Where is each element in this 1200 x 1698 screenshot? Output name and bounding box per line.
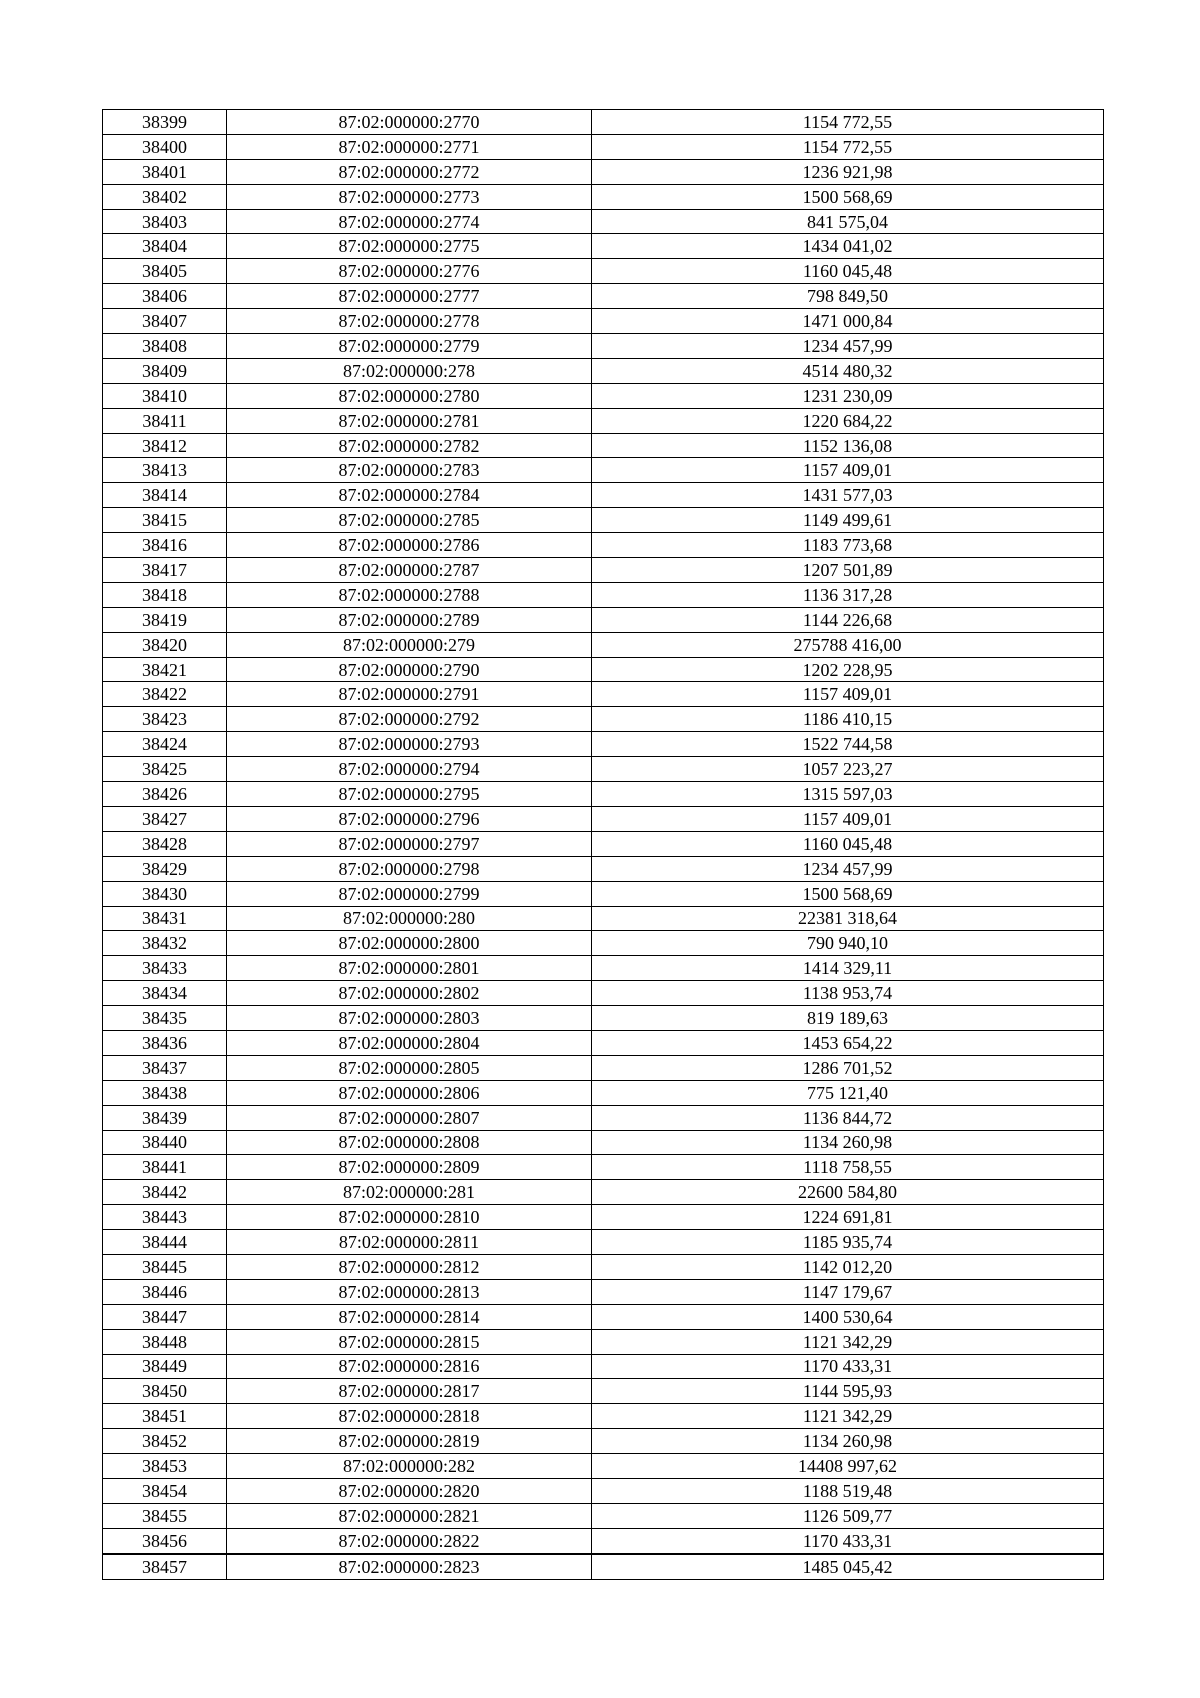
table-row <box>103 558 1104 583</box>
table-row <box>103 1404 1104 1429</box>
table-row <box>103 1006 1104 1031</box>
cadastral-number-cell: 87:02:000000:2808 <box>227 1130 592 1155</box>
cadastral-number-cell: 87:02:000000:2802 <box>227 981 592 1006</box>
table-row <box>103 1080 1104 1105</box>
cadastral-value-cell: 1170 433,31 <box>592 1354 1104 1379</box>
cadastral-value-cell: 819 189,63 <box>592 1006 1104 1031</box>
table-row <box>103 259 1104 284</box>
cadastral-number-cell: 87:02:000000:282 <box>227 1454 592 1479</box>
table-row <box>103 110 1104 135</box>
cadastral-value-cell: 1202 228,95 <box>592 657 1104 682</box>
row-number-cell: 38445 <box>103 1254 227 1279</box>
row-number-cell: 38401 <box>103 159 227 184</box>
row-number-cell: 38441 <box>103 1155 227 1180</box>
table-row <box>103 632 1104 657</box>
table-row <box>103 358 1104 383</box>
cadastral-value-cell: 1414 329,11 <box>592 956 1104 981</box>
cadastral-value-cell: 1118 758,55 <box>592 1155 1104 1180</box>
cadastral-value-cell: 1157 409,01 <box>592 682 1104 707</box>
cadastral-value-cell: 1224 691,81 <box>592 1205 1104 1230</box>
cadastral-number-cell: 87:02:000000:2787 <box>227 558 592 583</box>
cadastral-value-cell: 775 121,40 <box>592 1080 1104 1105</box>
row-number-cell: 38421 <box>103 657 227 682</box>
cadastral-value-cell: 1231 230,09 <box>592 383 1104 408</box>
row-number-cell: 38419 <box>103 607 227 632</box>
table-row <box>103 856 1104 881</box>
row-number-cell: 38442 <box>103 1180 227 1205</box>
cadastral-value-cell: 1236 921,98 <box>592 159 1104 184</box>
cadastral-number-cell: 87:02:000000:2789 <box>227 607 592 632</box>
row-number-cell: 38427 <box>103 806 227 831</box>
cadastral-number-cell: 87:02:000000:2816 <box>227 1354 592 1379</box>
cadastral-number-cell: 87:02:000000:2813 <box>227 1279 592 1304</box>
row-number-cell: 38453 <box>103 1454 227 1479</box>
table-row <box>103 433 1104 458</box>
table-row <box>103 1329 1104 1354</box>
cadastral-number-cell: 87:02:000000:2788 <box>227 582 592 607</box>
cadastral-value-cell: 1157 409,01 <box>592 458 1104 483</box>
cadastral-value-cell: 1170 433,31 <box>592 1528 1104 1553</box>
row-number-cell: 38452 <box>103 1429 227 1454</box>
cadastral-number-cell: 87:02:000000:2805 <box>227 1055 592 1080</box>
cadastral-value-cell: 1160 045,48 <box>592 831 1104 856</box>
row-number-cell: 38417 <box>103 558 227 583</box>
cadastral-number-cell: 87:02:000000:2775 <box>227 234 592 259</box>
cadastral-value-cell: 841 575,04 <box>592 209 1104 234</box>
row-number-cell: 38405 <box>103 259 227 284</box>
cadastral-number-cell: 87:02:000000:2818 <box>227 1404 592 1429</box>
table-row <box>103 732 1104 757</box>
cadastral-number-cell: 87:02:000000:2814 <box>227 1304 592 1329</box>
table-row <box>103 956 1104 981</box>
table-body <box>103 110 1104 1580</box>
cadastral-value-cell: 1234 457,99 <box>592 856 1104 881</box>
cadastral-number-cell: 87:02:000000:2804 <box>227 1030 592 1055</box>
row-number-cell: 38402 <box>103 184 227 209</box>
cadastral-value-cell: 1522 744,58 <box>592 732 1104 757</box>
table-row <box>103 533 1104 558</box>
row-number-cell: 38429 <box>103 856 227 881</box>
table-row <box>103 309 1104 334</box>
row-number-cell: 38428 <box>103 831 227 856</box>
cadastral-value-cell: 14408 997,62 <box>592 1454 1104 1479</box>
cadastral-number-cell: 87:02:000000:2777 <box>227 284 592 309</box>
cadastral-value-cell: 1188 519,48 <box>592 1478 1104 1503</box>
row-number-cell: 38436 <box>103 1030 227 1055</box>
cadastral-number-cell: 87:02:000000:2785 <box>227 508 592 533</box>
table-row <box>103 458 1104 483</box>
table-row <box>103 1304 1104 1329</box>
cadastral-value-cell: 1144 226,68 <box>592 607 1104 632</box>
cadastral-value-cell: 1286 701,52 <box>592 1055 1104 1080</box>
row-number-cell: 38435 <box>103 1006 227 1031</box>
row-number-cell: 38426 <box>103 782 227 807</box>
row-number-cell: 38450 <box>103 1379 227 1404</box>
row-number-cell: 38412 <box>103 433 227 458</box>
row-number-cell: 38406 <box>103 284 227 309</box>
row-number-cell: 38449 <box>103 1354 227 1379</box>
cadastral-value-cell: 1136 844,72 <box>592 1105 1104 1130</box>
row-number-cell: 38437 <box>103 1055 227 1080</box>
cadastral-number-cell: 87:02:000000:2803 <box>227 1006 592 1031</box>
cadastral-value-cell: 22381 318,64 <box>592 906 1104 931</box>
cadastral-number-cell: 87:02:000000:2791 <box>227 682 592 707</box>
cadastral-value-table <box>102 109 1104 1580</box>
cadastral-number-cell: 87:02:000000:280 <box>227 906 592 931</box>
table-row <box>103 1478 1104 1503</box>
cadastral-value-cell: 1220 684,22 <box>592 408 1104 433</box>
cadastral-number-cell: 87:02:000000:2806 <box>227 1080 592 1105</box>
table-row <box>103 906 1104 931</box>
cadastral-number-cell: 87:02:000000:2809 <box>227 1155 592 1180</box>
table-row <box>103 657 1104 682</box>
cadastral-number-cell: 87:02:000000:2821 <box>227 1503 592 1528</box>
row-number-cell: 38447 <box>103 1304 227 1329</box>
row-number-cell: 38425 <box>103 757 227 782</box>
row-number-cell: 38409 <box>103 358 227 383</box>
cadastral-number-cell: 87:02:000000:2819 <box>227 1429 592 1454</box>
table-row <box>103 931 1104 956</box>
cadastral-value-cell: 4514 480,32 <box>592 358 1104 383</box>
table-row <box>103 334 1104 359</box>
cadastral-number-cell: 87:02:000000:2796 <box>227 806 592 831</box>
cadastral-number-cell: 87:02:000000:2793 <box>227 732 592 757</box>
cadastral-value-cell: 1134 260,98 <box>592 1130 1104 1155</box>
row-number-cell: 38404 <box>103 234 227 259</box>
cadastral-number-cell: 87:02:000000:2792 <box>227 707 592 732</box>
cadastral-value-cell: 1144 595,93 <box>592 1379 1104 1404</box>
table-row <box>103 1354 1104 1379</box>
cadastral-number-cell: 87:02:000000:2797 <box>227 831 592 856</box>
cadastral-value-cell: 1057 223,27 <box>592 757 1104 782</box>
table-row <box>103 1105 1104 1130</box>
cadastral-value-cell: 1154 772,55 <box>592 110 1104 135</box>
cadastral-number-cell: 87:02:000000:2786 <box>227 533 592 558</box>
row-number-cell: 38399 <box>103 110 227 135</box>
cadastral-number-cell: 87:02:000000:2779 <box>227 334 592 359</box>
cadastral-value-cell: 790 940,10 <box>592 931 1104 956</box>
cadastral-value-cell: 22600 584,80 <box>592 1180 1104 1205</box>
table-row <box>103 782 1104 807</box>
row-number-cell: 38431 <box>103 906 227 931</box>
cadastral-number-cell: 87:02:000000:278 <box>227 358 592 383</box>
cadastral-number-cell: 87:02:000000:2774 <box>227 209 592 234</box>
cadastral-number-cell: 87:02:000000:2780 <box>227 383 592 408</box>
cadastral-value-cell: 1126 509,77 <box>592 1503 1104 1528</box>
cadastral-value-cell: 1471 000,84 <box>592 309 1104 334</box>
table-row <box>103 209 1104 234</box>
cadastral-value-cell: 1152 136,08 <box>592 433 1104 458</box>
cadastral-value-cell: 1149 499,61 <box>592 508 1104 533</box>
table-row <box>103 408 1104 433</box>
cadastral-number-cell: 87:02:000000:2822 <box>227 1528 592 1553</box>
cadastral-value-cell: 1500 568,69 <box>592 881 1104 906</box>
cadastral-value-cell: 1154 772,55 <box>592 134 1104 159</box>
cadastral-number-cell: 87:02:000000:2815 <box>227 1329 592 1354</box>
cadastral-number-cell: 87:02:000000:2776 <box>227 259 592 284</box>
cadastral-number-cell: 87:02:000000:2801 <box>227 956 592 981</box>
cadastral-value-cell: 275788 416,00 <box>592 632 1104 657</box>
cadastral-number-cell: 87:02:000000:2795 <box>227 782 592 807</box>
cadastral-value-cell: 1147 179,67 <box>592 1279 1104 1304</box>
row-number-cell: 38424 <box>103 732 227 757</box>
cadastral-number-cell: 87:02:000000:2781 <box>227 408 592 433</box>
cadastral-value-cell: 1142 012,20 <box>592 1254 1104 1279</box>
cadastral-number-cell: 87:02:000000:2807 <box>227 1105 592 1130</box>
cadastral-value-cell: 1186 410,15 <box>592 707 1104 732</box>
row-number-cell: 38422 <box>103 682 227 707</box>
cadastral-value-cell: 1400 530,64 <box>592 1304 1104 1329</box>
cadastral-value-cell: 1185 935,74 <box>592 1230 1104 1255</box>
cadastral-value-cell: 1234 457,99 <box>592 334 1104 359</box>
row-number-cell: 38434 <box>103 981 227 1006</box>
row-number-cell: 38456 <box>103 1528 227 1553</box>
cadastral-number-cell: 87:02:000000:2794 <box>227 757 592 782</box>
cadastral-value-cell: 1431 577,03 <box>592 483 1104 508</box>
row-number-cell: 38415 <box>103 508 227 533</box>
table-row <box>103 159 1104 184</box>
cadastral-number-cell: 87:02:000000:2820 <box>227 1478 592 1503</box>
row-number-cell: 38413 <box>103 458 227 483</box>
cadastral-value-cell: 1485 045,42 <box>592 1554 1104 1579</box>
table-row <box>103 184 1104 209</box>
table-row <box>103 234 1104 259</box>
cadastral-number-cell: 87:02:000000:2799 <box>227 881 592 906</box>
table-row <box>103 707 1104 732</box>
cadastral-number-cell: 87:02:000000:2783 <box>227 458 592 483</box>
cadastral-number-cell: 87:02:000000:2770 <box>227 110 592 135</box>
row-number-cell: 38430 <box>103 881 227 906</box>
cadastral-number-cell: 87:02:000000:2812 <box>227 1254 592 1279</box>
row-number-cell: 38439 <box>103 1105 227 1130</box>
table-row <box>103 1180 1104 1205</box>
cadastral-value-cell: 1121 342,29 <box>592 1329 1104 1354</box>
cadastral-value-cell: 1207 501,89 <box>592 558 1104 583</box>
table-row <box>103 1155 1104 1180</box>
row-number-cell: 38448 <box>103 1329 227 1354</box>
table-row <box>103 134 1104 159</box>
table-row <box>103 1254 1104 1279</box>
table-row <box>103 831 1104 856</box>
row-number-cell: 38407 <box>103 309 227 334</box>
cadastral-value-cell: 1157 409,01 <box>592 806 1104 831</box>
table-row <box>103 1205 1104 1230</box>
table-row <box>103 1055 1104 1080</box>
cadastral-value-cell: 1121 342,29 <box>592 1404 1104 1429</box>
table-row <box>103 806 1104 831</box>
cadastral-number-cell: 87:02:000000:2790 <box>227 657 592 682</box>
row-number-cell: 38423 <box>103 707 227 732</box>
cadastral-number-cell: 87:02:000000:281 <box>227 1180 592 1205</box>
table-row <box>103 1130 1104 1155</box>
cadastral-number-cell: 87:02:000000:2773 <box>227 184 592 209</box>
table-row <box>103 1279 1104 1304</box>
row-number-cell: 38408 <box>103 334 227 359</box>
cadastral-number-cell: 87:02:000000:2782 <box>227 433 592 458</box>
cadastral-value-cell: 1134 260,98 <box>592 1429 1104 1454</box>
table-row <box>103 981 1104 1006</box>
table-row <box>103 483 1104 508</box>
row-number-cell: 38418 <box>103 582 227 607</box>
table-row <box>103 1030 1104 1055</box>
table-row <box>103 383 1104 408</box>
cadastral-number-cell: 87:02:000000:2811 <box>227 1230 592 1255</box>
table-row <box>103 1379 1104 1404</box>
cadastral-number-cell: 87:02:000000:2784 <box>227 483 592 508</box>
cadastral-value-cell: 1183 773,68 <box>592 533 1104 558</box>
cadastral-value-cell: 1136 317,28 <box>592 582 1104 607</box>
cadastral-value-cell: 1315 597,03 <box>592 782 1104 807</box>
cadastral-value-cell: 1160 045,48 <box>592 259 1104 284</box>
row-number-cell: 38440 <box>103 1130 227 1155</box>
cadastral-value-cell: 1500 568,69 <box>592 184 1104 209</box>
cadastral-value-cell: 1453 654,22 <box>592 1030 1104 1055</box>
cadastral-number-cell: 87:02:000000:2798 <box>227 856 592 881</box>
cadastral-number-cell: 87:02:000000:2800 <box>227 931 592 956</box>
row-number-cell: 38432 <box>103 931 227 956</box>
table-row <box>103 682 1104 707</box>
cadastral-number-cell: 87:02:000000:2817 <box>227 1379 592 1404</box>
cadastral-number-cell: 87:02:000000:2810 <box>227 1205 592 1230</box>
table-row <box>103 508 1104 533</box>
row-number-cell: 38411 <box>103 408 227 433</box>
table-row <box>103 1429 1104 1454</box>
row-number-cell: 38457 <box>103 1554 227 1579</box>
row-number-cell: 38443 <box>103 1205 227 1230</box>
table-row <box>103 1554 1104 1579</box>
table-row <box>103 582 1104 607</box>
table-row <box>103 881 1104 906</box>
row-number-cell: 38420 <box>103 632 227 657</box>
row-number-cell: 38446 <box>103 1279 227 1304</box>
row-number-cell: 38433 <box>103 956 227 981</box>
row-number-cell: 38455 <box>103 1503 227 1528</box>
table-row <box>103 1503 1104 1528</box>
table-row <box>103 607 1104 632</box>
table-row <box>103 1230 1104 1255</box>
row-number-cell: 38410 <box>103 383 227 408</box>
row-number-cell: 38400 <box>103 134 227 159</box>
row-number-cell: 38416 <box>103 533 227 558</box>
cadastral-number-cell: 87:02:000000:2771 <box>227 134 592 159</box>
table-row <box>103 1528 1104 1553</box>
cadastral-number-cell: 87:02:000000:2778 <box>227 309 592 334</box>
row-number-cell: 38454 <box>103 1478 227 1503</box>
row-number-cell: 38403 <box>103 209 227 234</box>
cadastral-value-cell: 1138 953,74 <box>592 981 1104 1006</box>
cadastral-number-cell: 87:02:000000:279 <box>227 632 592 657</box>
cadastral-number-cell: 87:02:000000:2823 <box>227 1554 592 1579</box>
cadastral-value-cell: 1434 041,02 <box>592 234 1104 259</box>
cadastral-number-cell: 87:02:000000:2772 <box>227 159 592 184</box>
table-row <box>103 284 1104 309</box>
table-row <box>103 1454 1104 1479</box>
row-number-cell: 38414 <box>103 483 227 508</box>
cadastral-value-cell: 798 849,50 <box>592 284 1104 309</box>
table-row <box>103 757 1104 782</box>
row-number-cell: 38444 <box>103 1230 227 1255</box>
row-number-cell: 38451 <box>103 1404 227 1429</box>
row-number-cell: 38438 <box>103 1080 227 1105</box>
